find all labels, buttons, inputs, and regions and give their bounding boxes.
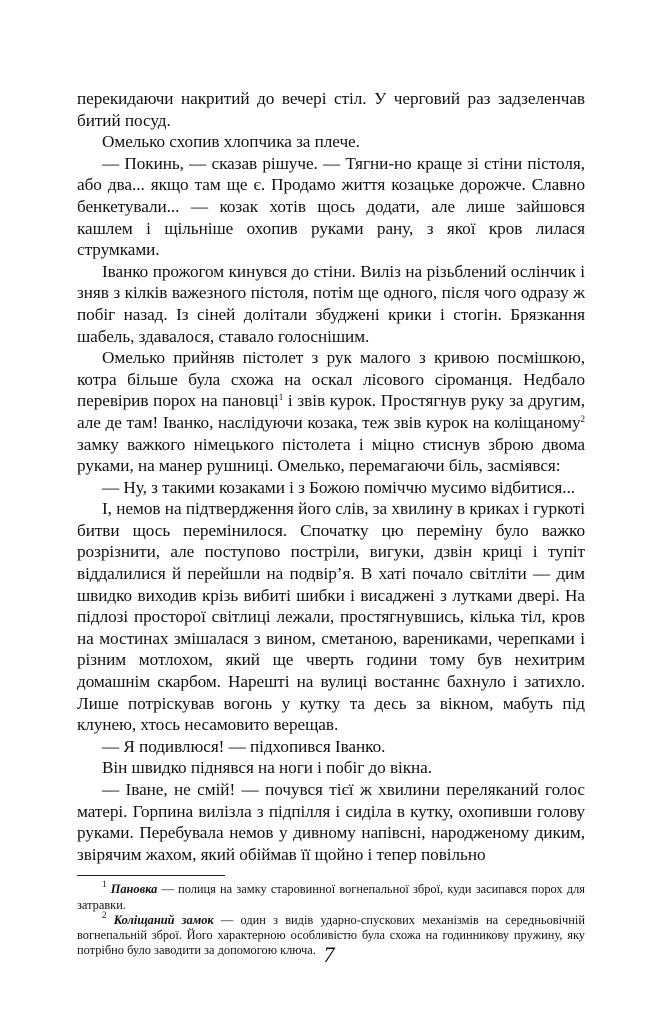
footnote-text: — один з видів ударно-спускових механізмів на середньовічній вогнепальній зброї. Його характерною особливістю була схожа на годинникову пружину, яку потрібно було заводити за допомогою ключа. <box>77 912 585 958</box>
paragraph: — Покинь, — сказав рішуче. — Тягни-но краще зі стіни пістоля, або два... якщо там ще є. Продамо життя козацьке дорожче. Славно бенкетували... — козак хотів щось додати, але лише зайшовся кашлем і щільніше охопив руками рану, з якої кров лилася струмками. <box>77 153 585 260</box>
paragraph: — Ну, з такими козаками і з Божою поміччю мусимо відбитися... <box>102 477 575 497</box>
paragraph: Іванко прожогом кинувся до стіни. Виліз на різьблений ослінчик і зняв з кілків важезного пістоля, потім ще одного, після чого одразу ж побіг назад. Із сіней долітали збуджені крики і стогін. Брязкання шабель, здавалося, ставало голоснішим. <box>77 261 585 346</box>
paragraph: — Іване, не смій! — почувся тієї ж хвилини переляканий голос матері. Горпина вилізла з підпілля і сиділа в кутку, охопивши голову руками. Перебувала немов у дивному напівсні, народженому диким, звірячим жахом, який обіймав її щойно і тепер повільно <box>77 780 585 864</box>
footnote <box>77 879 585 912</box>
footnote-term: Пановка <box>110 882 158 897</box>
paragraph: І, немов на підтвердження його слів, за хвилину в криках і гуркоті битви щось перемінилося. Спочатку цю переміну було важко розрізнити, але поступово постріли, вигуки, дзвін криці і тупіт віддалилися й перейшли на подвір’я. В хаті почало світліти — дим швидко виходив крізь вибиті шибки і висаджені з лутками двері. На підлозі просторої світлиці лежали, простягнувшись, кілька тіл, кров на мостинах змішалася з вином, сметаною, варениками, черепками і різним мотлохом, який ще чверть години тому був нехитрим домашнім скарбом. Нарешті на вулиці востаннє бахнуло і затихло. Лише потріскував вогонь у кутку та десь за вікном, мабуть під клунею, хтось несамовито верещав. <box>77 499 585 735</box>
paragraph-with-footnotes <box>77 347 585 477</box>
paragraph: Омелько схопив хлопчика за плече. <box>102 132 360 152</box>
footnote-text: — полиця на замку старовинної вогнепальної зброї, куди засипався порох для затравки. <box>77 882 585 912</box>
footnote-term: Коліщаний замок <box>113 912 214 927</box>
paragraph-segment: замку важкого німецького пістолета і міцно стиснув зброю двома руками, на манер рушниці. Омелько, перемагаючи біль, засміявся: <box>77 434 585 476</box>
footnote-divider <box>77 875 225 876</box>
footnote-mark: 2 <box>102 909 107 920</box>
book-page <box>77 88 585 958</box>
paragraph-segment: і звів курок. Простягнув руку за другим, але де там! Іванко, наслідуючи козака, теж звів курок на коліщаному <box>77 391 585 432</box>
paragraph: — Я подивлюся! — підхопився Іванко. <box>102 736 386 756</box>
paragraph: перекидаючи накритий до вечері стіл. У черговий раз задзеленчав битий посуд. <box>77 89 585 130</box>
paragraph: Він швидко піднявся на ноги і побіг до вікна. <box>102 758 433 778</box>
footnote-ref: 2 <box>580 413 585 424</box>
paragraph-segment: Омелько прийняв пістолет з рук малого з кривою посмішкою, котра більше була схожа на оскал лісового сіроманця. Недбало перевірив порох на пановці <box>77 348 585 411</box>
body-text <box>77 88 585 865</box>
footnote-mark: 1 <box>102 879 107 890</box>
footnote-ref: 1 <box>278 392 284 403</box>
page-number: 7 <box>323 942 335 967</box>
